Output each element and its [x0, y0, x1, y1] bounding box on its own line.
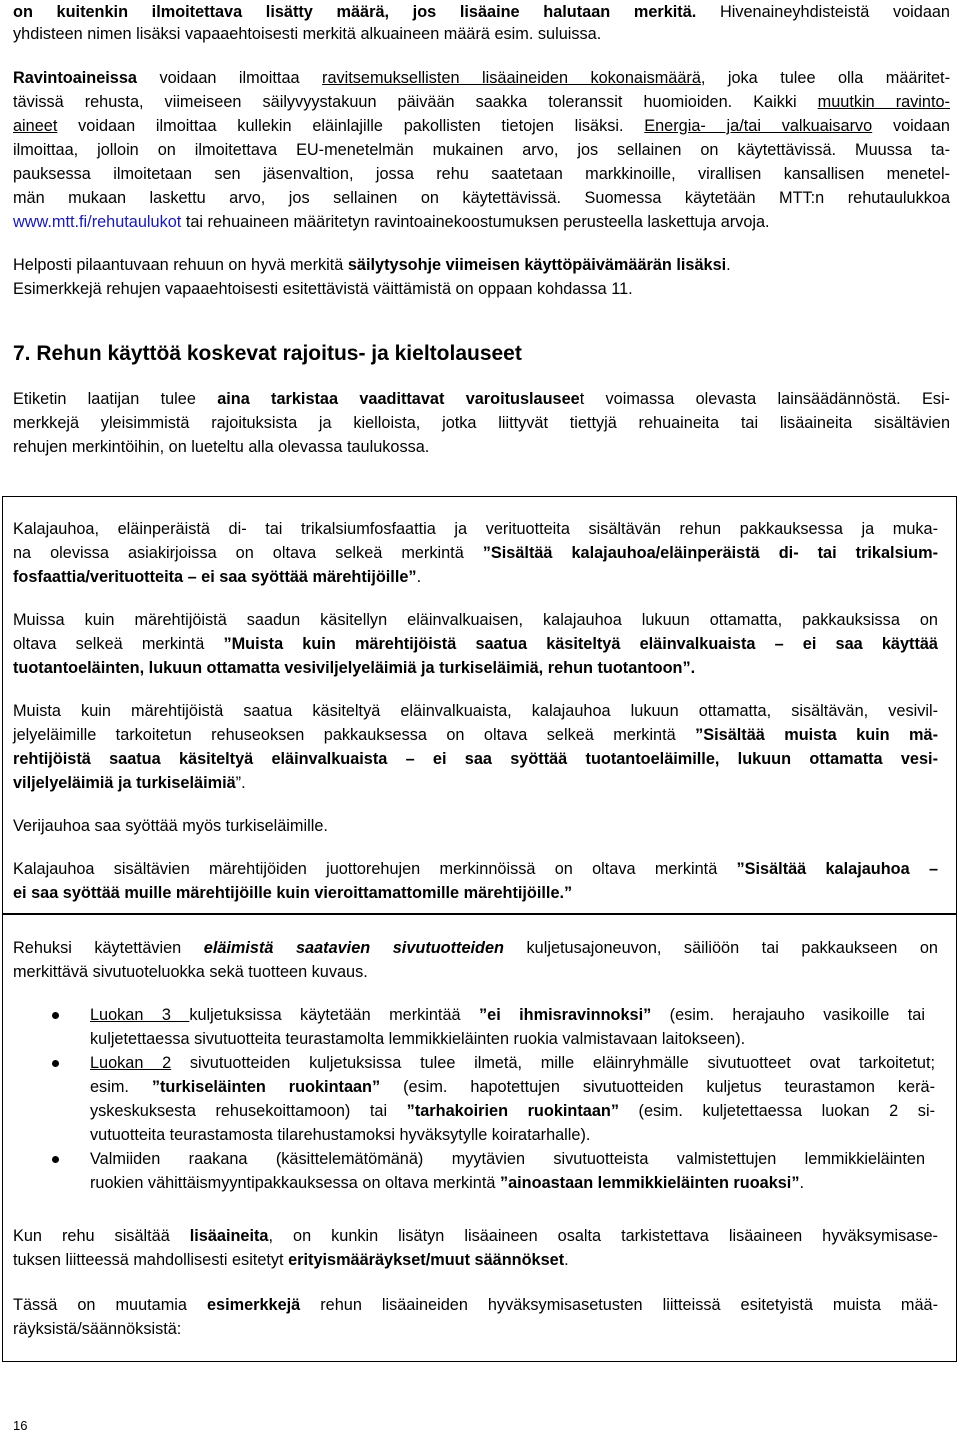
text-span: oltava selkeä merkintä	[13, 635, 224, 653]
text-line	[90, 1173, 804, 1193]
bold-text: ”Sisältää muista kuin mä-	[695, 726, 938, 744]
text-span: sivutuotteiden kuljetuksissa tulee ilmetä, mille eläinryhmälle sivutuotteet ovat tarkoitetut;	[171, 1054, 936, 1072]
bullet-icon	[52, 1156, 59, 1163]
text-line	[90, 1101, 935, 1121]
text-line: merkittävä sivutuoteluokka sekä tuotteen kuvaus.	[13, 963, 368, 981]
text-line	[13, 610, 938, 630]
text-span: Muista kuin märehtijöistä saatua käsiteltyä eläinvalkuaista, kalajauhoa lukuun ottamatta, sisältävän, vesivil-	[13, 702, 938, 720]
text-line	[13, 1295, 938, 1315]
bold-text: säilytysohje viimeisen käyttöpäivämäärän lisäksi	[347, 256, 727, 274]
text-line	[13, 725, 938, 745]
list-item	[90, 1053, 935, 1073]
text-span: ilmoittaa, jolloin on ilmoitettava EU-menetelmän mukainen arvo, jos sellainen on käytettävissä. Muussa ta-	[13, 141, 950, 159]
text-line	[13, 164, 950, 184]
bold-text: ”Muista kuin märehtijöistä saatua käsiteltyä eläinvalkuaista – ei saa käyttää	[223, 635, 938, 653]
text-line	[13, 859, 938, 879]
text-line	[13, 1226, 938, 1246]
bold-text: esimerkkejä	[206, 1296, 301, 1314]
underlined-text: ravitsemuksellisten lisäaineiden kokonaismäärä	[322, 69, 701, 87]
text-line: ei saa syöttää muille märehtijöille kuin vieroittamattomille märehtijöille.”	[13, 884, 573, 902]
text-span: voidaan ilmoittaa	[136, 69, 323, 87]
text-span: pauksessa ilmoitetaan sen jäsenvaltion, jossa rehu saatetaan markkinoille, virallisen kansallisen menetel-	[13, 165, 950, 183]
text-line	[13, 773, 246, 793]
text-span: (esim. herajauho vasikoille tai	[651, 1006, 925, 1024]
text-line: rehujen merkintöihin, on lueteltu alla olevassa taulukossa.	[13, 438, 430, 456]
bold-text: fosfaattia/verituotteita – ei saa syöttää märehtijöille”	[13, 568, 417, 586]
text-span: (esim. kuljetettaessa luokan 2 si-	[618, 1102, 935, 1120]
bold-text: viljelyeläimiä ja turkiseläimiä	[13, 774, 236, 792]
text-line	[13, 2, 950, 22]
underlined-text: aineet	[13, 117, 58, 135]
text-line: räyksistä/säännöksistä:	[13, 1320, 182, 1338]
bold-text: ”Sisältää kalajauhoa –	[736, 860, 938, 878]
bold-text: on kuitenkin ilmoitettava lisätty määrä, jos lisäaine halutaan merkitä.	[13, 3, 697, 21]
text-span: voidaan	[872, 117, 950, 135]
text-line	[13, 938, 938, 958]
text-span: na olevissa asiakirjoissa on oltava selkeä merkintä	[13, 544, 483, 562]
text-line	[13, 519, 938, 539]
bullet-icon	[52, 1012, 59, 1019]
text-line	[90, 1077, 935, 1097]
website-link[interactable]: www.mtt.fi/rehutaulukot	[13, 213, 182, 231]
text-line	[13, 92, 950, 112]
underlined-text: Luokan 3	[90, 1006, 190, 1024]
underlined-text: Energia- ja/tai valkuaisarvo	[644, 117, 873, 135]
text-line	[13, 389, 950, 409]
bold-text: Ravintoaineissa	[13, 69, 137, 87]
bullet-icon	[52, 1060, 59, 1067]
text-span: .	[416, 568, 422, 586]
text-line	[13, 255, 731, 275]
text-span: Tässä on muutamia	[13, 1296, 207, 1314]
bold-text: ”turkiseläinten ruokintaan”	[151, 1078, 381, 1096]
text-line: Esimerkkejä rehujen vapaaehtoisesti esitettävistä väittämistä on oppaan kohdassa 11.	[13, 280, 633, 298]
text-line	[13, 212, 770, 232]
text-span: (esim. hapotettujen sivutuotteiden kuljetus teurastamon kerä-	[380, 1078, 935, 1096]
text-line	[13, 567, 421, 587]
underlined-text: Luokan 2	[90, 1054, 172, 1072]
bold-text: ”tarhakoirien ruokintaan”	[406, 1102, 619, 1120]
text-span: Helposti pilaantuvaan rehuun on hyvä merkitä	[13, 256, 348, 274]
text-line: yhdisteen nimen lisäksi vapaaehtoisesti merkitä alkuaineen määrä esim. suluissa.	[13, 25, 602, 43]
bold-text: ”ei ihmisravinnoksi”	[479, 1006, 652, 1024]
text-span: Kalajauhoa sisältävien märehtijöiden juottorehujen merkinnöissä on oltava merkintä	[13, 860, 737, 878]
page-number: 16	[13, 1418, 28, 1433]
text-span: esim.	[90, 1078, 152, 1096]
bold-text: rehtijöistä saatua käsiteltyä eläinvalkuaista – ei saa syöttää tuotantoeläimille, lukuun ottamatta vesi-	[13, 750, 938, 768]
text-span: tuksen liitteessä mahdollisesti esitetyt	[13, 1251, 289, 1269]
text-line: kuljetettaessa sivutuotteita teurastamolta lemmikkieläinten ruokia valmistavaan laitokseen).	[90, 1030, 746, 1048]
text-line	[13, 634, 938, 654]
text-span: Rehuksi käytettävien	[13, 939, 204, 957]
text-span: voidaan ilmoittaa kullekin eläinlajille pakollisten tietojen lisäksi.	[57, 117, 645, 135]
text-span: merkkejä yleisimmistä rajoituksista ja kielloista, jotka liittyvät tiettyjä rehuaineita tai lisäaineita sisältävien	[13, 414, 950, 432]
bold-text: lisäaineita	[189, 1227, 269, 1245]
text-line	[13, 140, 950, 160]
text-span: yskeskuksesta rehusekoittamoon) tai	[90, 1102, 407, 1120]
text-span: kuljetuksissa käytetään merkintää	[189, 1006, 479, 1024]
text-line	[13, 749, 938, 769]
text-line	[13, 543, 938, 563]
text-line: tuotantoeläinten, lukuun ottamatta vesiviljelyeläimiä ja turkiseläimiä, rehun tuotantoon”.	[13, 659, 696, 677]
bold-italic-text: eläimistä saatavien sivutuotteiden	[203, 939, 504, 957]
text-span: jelyeläimille tarkoitetun rehuseoksen pakkauksessa on oltava selkeä merkintä	[13, 726, 696, 744]
list-item	[90, 1005, 925, 1025]
text-span: .	[726, 256, 731, 274]
text-line	[13, 413, 950, 433]
underlined-text: muutkin ravinto-	[817, 93, 950, 111]
text-span: tävissä rehusta, viimeiseen säilyvyystakuun päivään saakka toleranssit huomioiden. Kaikki	[13, 93, 818, 111]
text-span: , on kunkin lisätyn lisäaineen osalta tarkistettava lisäaineen hyväksymisase-	[268, 1227, 938, 1245]
text-span: .	[564, 1251, 569, 1269]
text-span: .	[799, 1174, 804, 1192]
text-line	[13, 68, 950, 88]
bold-text: aina tarkistaa vaadittavat varoituslausee	[217, 390, 580, 408]
text-line	[13, 188, 950, 208]
text-line	[13, 1250, 569, 1270]
text-span: tai rehuaineen määritetyn ravintoainekoostumuksen perusteella laskettuja arvoja.	[181, 213, 770, 231]
section-heading: 7. Rehun käyttöä koskevat rajoitus- ja kieltolauseet	[13, 342, 522, 365]
text-span: t voimassa olevasta lainsäädännöstä. Esi-	[579, 390, 950, 408]
list-item	[90, 1149, 925, 1169]
bold-text: ”Sisältää kalajauhoa/eläinperäistä di- tai trikalsium-	[482, 544, 938, 562]
text-span: Kun rehu sisältää	[13, 1227, 190, 1245]
text-line	[13, 701, 938, 721]
text-span: Valmiiden raakana (käsittelemätömänä) myytävien sivutuotteista valmistettujen lemmikkieläinten	[90, 1150, 925, 1168]
text-line: vutuotteita teurastamosta tilarehustamoksi hyväksytylle koiratarhalle).	[90, 1126, 591, 1144]
text-span: kuljetusajoneuvon, säiliöön tai pakkaukseen on	[504, 939, 938, 957]
text-line: Verijauhoa saa syöttää myös turkiseläimille.	[13, 817, 328, 835]
text-span: ”.	[235, 774, 246, 792]
bold-text: erityismääräykset/muut säännökset	[288, 1251, 565, 1269]
text-span: Etiketin laatijan tulee	[13, 390, 218, 408]
text-span: rehun lisäaineiden hyväksymisasetusten liitteissä esitetyistä muista mää-	[300, 1296, 938, 1314]
text-span: Kalajauhoa, eläinperäistä di- tai trikalsiumfosfaattia ja verituotteita sisältävän rehun pakkauksessa ja muka-	[13, 520, 938, 538]
text-line	[13, 116, 950, 136]
bold-text: ”ainoastaan lemmikkieläinten ruoaksi”	[499, 1174, 800, 1192]
text-span: Hivenaineyhdisteistä voidaan	[696, 3, 950, 21]
text-span: män mukaan laskettu arvo, jos sellainen on käytettävissä. Suomessa käytetään MTT:n rehutaulukkoa	[13, 189, 950, 207]
text-span: ruokien vähittäismyyntipakkauksessa on oltava merkintä	[90, 1174, 500, 1192]
text-span: Muissa kuin märehtijöistä saadun käsitellyn eläinvalkuaisen, kalajauhoa lukuun ottamatta, pakkauksissa on	[13, 611, 938, 629]
text-span: , joka tulee olla määritet-	[700, 69, 951, 87]
